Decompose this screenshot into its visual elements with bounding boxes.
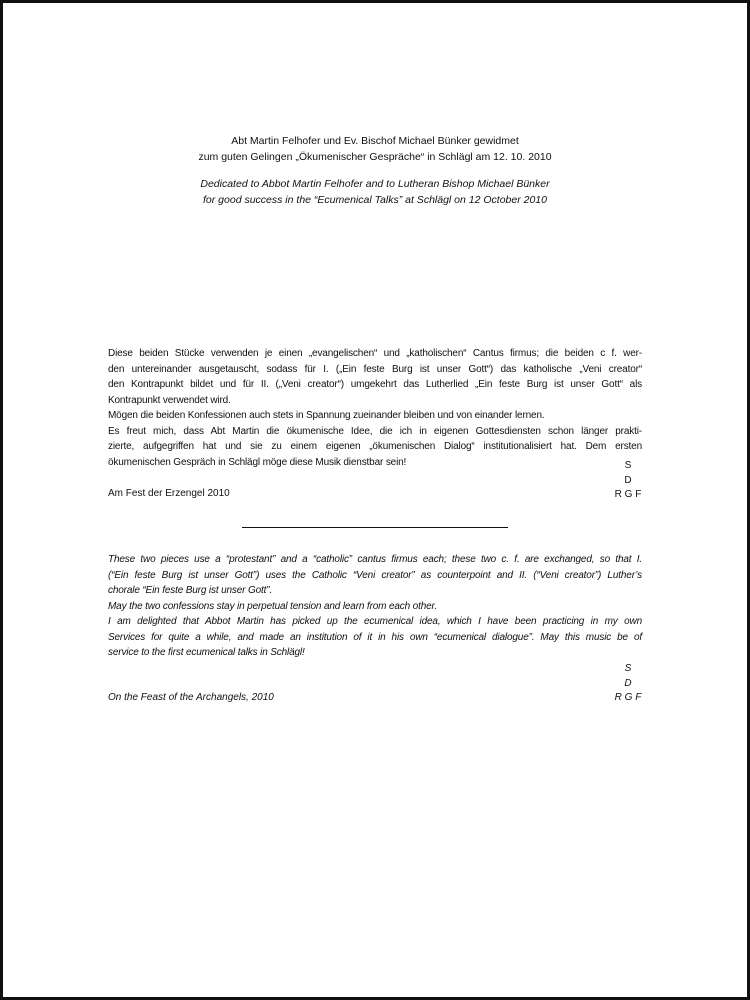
divider [242, 527, 508, 528]
text-line: zierte, aufgegriffen hat und sie zu einem eigenen „ökumenischen Dialog“ institutionalisiert hat. Dem ersten [108, 441, 642, 452]
english-date: On the Feast of the Archangels, 2010 [108, 692, 274, 703]
dedication-line: Dedicated to Abbot Martin Felhofer and to Lutheran Bishop Michael Bünker [200, 178, 550, 190]
dedication-english [0, 177, 750, 208]
text-line: service to the first ecumenical talks in Schlägl! [108, 647, 305, 658]
dedication-line: for good success in the “Ecumenical Talks” at Schlägl on 12 October 2010 [203, 193, 547, 206]
text-line: (“Ein feste Burg ist unser Gott”) uses the Catholic “Veni creator” as counterpoint and II. (“Veni creator”) Luther’s [108, 569, 642, 581]
english-preface [108, 552, 642, 661]
signature-line: D [624, 474, 632, 486]
dedication-line: Abt Martin Felhofer und Ev. Bischof Michael Bünker gewidmet [231, 135, 519, 147]
text-line: Kontrapunkt verwendet wird. [108, 394, 231, 406]
german-date: Am Fest der Erzengel 2010 [108, 488, 230, 499]
text-line: These two pieces use a “protestant” and a “catholic” cantus firmus each; these two c. f. are exchanged, so that I. [108, 554, 642, 565]
text-line: den untereinander ausgetauscht, sodass für I. („Ein feste Burg ist unser Gott“) das katholische „Veni creator“ [108, 363, 642, 375]
text-line: Mögen die beiden Konfessionen auch stets in Spannung zueinander bleiben und von einander lernen. [108, 410, 545, 421]
text-line: May the two confessions stay in perpetual tension and learn from each other. [108, 600, 437, 612]
dedication-german [0, 134, 750, 165]
signature-line: S [624, 663, 632, 674]
text-line: Services for quite a while, and made an institution of it in his own “ecumenical dialogue”. May this music be of [108, 631, 642, 643]
signature-line: R G F [614, 489, 642, 500]
signature-line: D [624, 677, 632, 689]
text-line: den Kontrapunkt bildet und für II. („Veni creator“) umgekehrt das Lutherlied „Ein feste Burg ist unser Gott“ als [108, 379, 642, 390]
dedication-line: zum guten Gelingen „Ökumenischer Gespräche“ in Schlägl am 12. 10. 2010 [198, 150, 552, 163]
text-line: I am delighted that Abbot Martin has picked up the ecumenical idea, which I have been practicing in my own [108, 616, 642, 627]
english-signature [614, 662, 642, 706]
german-preface [108, 346, 642, 470]
text-line: Es freut mich, dass Abt Martin die ökumenische Idee, die ich in eigenen Gottesdiensten schon länger prakti- [108, 425, 642, 437]
signature-line: S [624, 460, 632, 471]
text-line: ökumenischen Gespräch in Schlägl möge diese Musik dienstbar sein! [108, 456, 407, 468]
german-signature [614, 459, 642, 503]
signature-line: R G F [614, 692, 642, 703]
text-line: Diese beiden Stücke verwenden je einen „evangelischen“ und „katholischen“ Cantus firmus; die beiden c f. wer- [108, 348, 642, 359]
text-line: chorale “Ein feste Burg ist unser Gott”. [108, 585, 273, 596]
